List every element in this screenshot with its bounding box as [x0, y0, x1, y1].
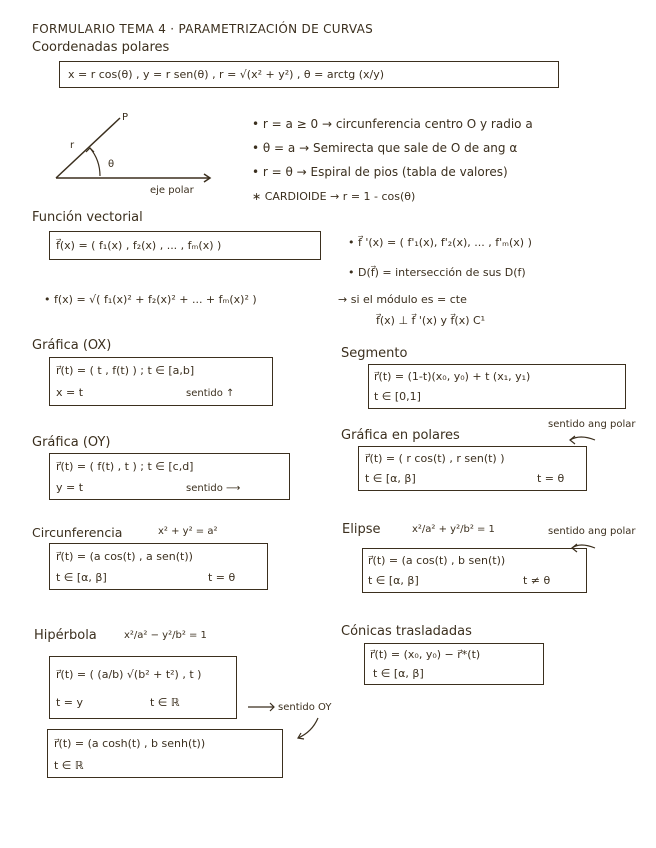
polar-formula: x = r cos(θ) , y = r sen(θ) , r = √(x² + y²) , θ = arctg (x/y)	[68, 68, 385, 81]
polares-heading: Gráfica en polares	[341, 428, 460, 443]
grafica-ox-heading: Gráfica (OX)	[32, 338, 112, 353]
circunferencia-line1: r⃗(t) = (a cos(t) , a sen(t))	[56, 550, 193, 563]
elipse-line1: r⃗(t) = (a cos(t) , b sen(t))	[368, 554, 506, 567]
polar-bullet-4: ∗ CARDIOIDE → r = 1 - cos(θ)	[252, 190, 416, 203]
hiperbola-equation: x²/a² − y²/b² = 1	[124, 630, 207, 641]
polar-bullet-2: • θ = a → Semirecta que sale de O de ang α	[252, 141, 518, 155]
vectorial-heading: Función vectorial	[32, 210, 143, 225]
circunferencia-heading: Circunferencia	[32, 525, 123, 540]
elipse-side-note: sentido ang polar	[548, 526, 636, 537]
conicas-line1: r⃗(t) = (x₀, y₀) − r⃗*(t)	[370, 648, 481, 661]
hiperbola-heading: Hipérbola	[34, 628, 97, 643]
hiperbola-box1-line1: r⃗(t) = ( (a/b) √(b² + t²) , t )	[56, 668, 202, 681]
polares-line2-right: t = θ	[537, 472, 565, 485]
polar-bullet-3: • r = θ → Espiral de pios (tabla de valores)	[252, 165, 508, 179]
vectorial-modulus: • f(x) = √( f₁(x)² + f₂(x)² + ... + fₘ(x)² )	[44, 293, 257, 306]
polar-axis-label: eje polar	[150, 185, 194, 196]
hiperbola-side-note: sentido OY	[278, 702, 332, 713]
vectorial-modulus-result-1: → si el módulo es = cte	[338, 293, 467, 306]
polar-angle-label: θ	[108, 159, 115, 170]
segmento-heading: Segmento	[341, 346, 408, 361]
grafica-ox-note: sentido ↑	[186, 388, 235, 399]
page-title: FORMULARIO TEMA 4 · PARAMETRIZACIÓN DE CURVAS	[32, 22, 373, 36]
polares-line2: t ∈ [α, β]	[365, 472, 416, 485]
elipse-line2-right: t ≠ θ	[523, 574, 551, 587]
hiperbola-box1-line2-right: t ∈ ℝ	[150, 696, 180, 709]
polares-line1: r⃗(t) = ( r cos(t) , r sen(t) )	[365, 452, 505, 465]
grafica-oy-line2: y = t	[56, 481, 84, 494]
grafica-oy-heading: Gráfica (OY)	[32, 435, 111, 450]
conicas-box	[364, 643, 544, 685]
polar-bullet-1: • r = a ≥ 0 → circunferencia centro O y radio a	[252, 117, 533, 131]
polar-heading: Coordenadas polares	[32, 40, 170, 55]
polar-point-label: P	[122, 112, 129, 123]
vectorial-domain: • D(f⃗) = intersección de sus D(f)	[348, 266, 526, 279]
polar-radius-label: r	[70, 140, 75, 151]
elipse-equation: x²/a² + y²/b² = 1	[412, 524, 495, 535]
hiperbola-box1-line2: t = y	[56, 696, 84, 709]
segmento-line1: r⃗(t) = (1-t)(x₀, y₀) + t (x₁, y₁)	[374, 370, 531, 383]
segmento-line2: t ∈ [0,1]	[374, 390, 421, 403]
conicas-heading: Cónicas trasladadas	[341, 624, 472, 639]
circunferencia-line2-right: t = θ	[208, 571, 236, 584]
elipse-line2: t ∈ [α, β]	[368, 574, 419, 587]
circunferencia-equation: x² + y² = a²	[158, 526, 218, 537]
hiperbola-box2-line1: r⃗(t) = (a cosh(t) , b senh(t))	[54, 737, 206, 750]
grafica-ox-line1: r⃗(t) = ( t , f(t) ) ; t ∈ [a,b]	[56, 364, 195, 377]
circunferencia-line2: t ∈ [α, β]	[56, 571, 107, 584]
hiperbola-box2-line2: t ∈ ℝ	[54, 759, 84, 772]
grafica-oy-line1: r⃗(t) = ( f(t) , t ) ; t ∈ [c,d]	[56, 460, 194, 473]
grafica-ox-line2: x = t	[56, 386, 84, 399]
elipse-heading: Elipse	[342, 522, 381, 537]
vectorial-formula: f⃗(x) = ( f₁(x) , f₂(x) , ... , fₘ(x) )	[56, 239, 222, 252]
grafica-oy-note: sentido ⟶	[186, 483, 241, 494]
vectorial-derivative: • f⃗ '(x) = ( f'₁(x), f'₂(x), ... , f'ₘ(x) )	[348, 236, 532, 249]
vectorial-modulus-result-2: f⃗(x) ⊥ f⃗ '(x) y f⃗(x) C¹	[376, 314, 486, 327]
conicas-line2: t ∈ [α, β]	[373, 667, 424, 680]
polares-side-note: sentido ang polar	[548, 419, 636, 430]
hiperbola-box-2	[47, 729, 283, 778]
